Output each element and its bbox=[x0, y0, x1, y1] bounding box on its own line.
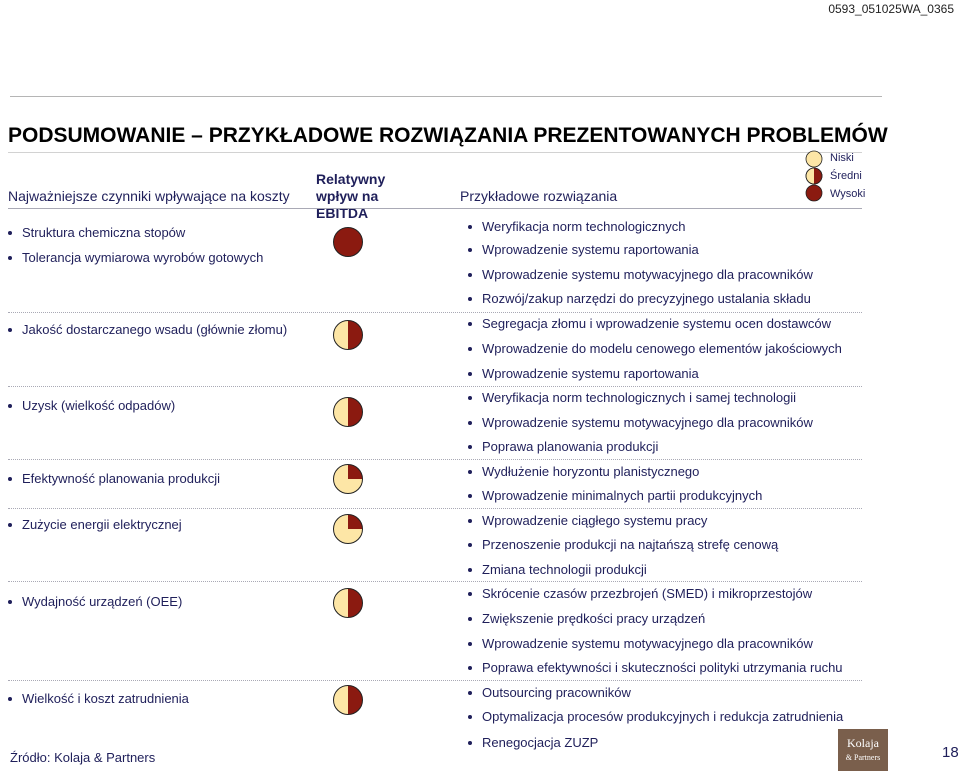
factor-label: Wydajność urządzeń (OEE) bbox=[22, 594, 183, 609]
bullet-icon bbox=[468, 297, 472, 301]
solution-label: Segregacja złomu i wprowadzenie systemu ocen dostawców bbox=[482, 316, 832, 331]
bullet-icon bbox=[8, 600, 12, 604]
factor-label: Uzysk (wielkość odpadów) bbox=[22, 398, 176, 413]
factor-label: Zużycie energii elektrycznej bbox=[22, 517, 182, 532]
solution-label: Wprowadzenie systemu motywacyjnego dla pracowników bbox=[482, 267, 813, 282]
title-divider bbox=[8, 152, 862, 153]
company-logo bbox=[838, 729, 888, 771]
header-divider bbox=[8, 208, 862, 209]
solution-item bbox=[468, 513, 707, 528]
solution-label: Wydłużenie horyzontu planistycznego bbox=[482, 464, 700, 479]
solution-item bbox=[468, 390, 796, 405]
row-divider bbox=[8, 680, 862, 681]
solution-item bbox=[468, 709, 843, 724]
factor-item bbox=[8, 322, 287, 337]
impact-pie-wedge bbox=[348, 398, 362, 427]
solution-item bbox=[468, 415, 813, 430]
factor-item bbox=[8, 225, 185, 240]
solution-item bbox=[468, 537, 778, 552]
page-title: PODSUMOWANIE – PRZYKŁADOWE ROZWIĄZANIA PREZENTOWANYCH PROBLEMÓW bbox=[8, 124, 888, 147]
solution-label: Przenoszenie produkcji na najtańszą strefę cenową bbox=[482, 537, 779, 552]
bullet-icon bbox=[468, 248, 472, 252]
impact-pie-icon bbox=[332, 396, 364, 428]
solution-item bbox=[468, 685, 631, 700]
solution-item bbox=[468, 586, 812, 601]
solution-label: Zwiększenie prędkości pracy urządzeń bbox=[482, 611, 706, 626]
impact-pie-wedge bbox=[348, 686, 362, 715]
row-divider bbox=[8, 459, 862, 460]
solution-item bbox=[468, 562, 647, 577]
impact-pie-icon bbox=[332, 463, 364, 495]
source-note: Źródło: Kolaja & Partners bbox=[10, 750, 156, 765]
bullet-icon bbox=[468, 543, 472, 547]
bullet-icon bbox=[468, 617, 472, 621]
bullet-icon bbox=[468, 396, 472, 400]
impact-column-header: Relatywny wpływ na EBITDA bbox=[316, 171, 386, 221]
solutions-column-header: Przykładowe rozwiązania bbox=[460, 188, 618, 204]
bullet-icon bbox=[468, 666, 472, 670]
bullet-icon bbox=[8, 328, 12, 332]
bullet-icon bbox=[468, 741, 472, 745]
solution-label: Wprowadzenie systemu raportowania bbox=[482, 242, 699, 257]
factor-item bbox=[8, 594, 182, 609]
factor-item bbox=[8, 250, 263, 265]
solution-label: Renegocjacja ZUZP bbox=[482, 735, 599, 750]
bullet-icon bbox=[468, 642, 472, 646]
solution-label: Skrócenie czasów przezbrojeń (SMED) i mikroprzestojów bbox=[482, 586, 813, 601]
solution-label: Poprawa planowania produkcji bbox=[482, 439, 659, 454]
impact-pie-wedge bbox=[348, 321, 362, 350]
logo-line2: & Partners bbox=[845, 753, 881, 762]
solution-label: Wprowadzenie systemu motywacyjnego dla pracowników bbox=[482, 636, 813, 651]
impact-pie-icon bbox=[332, 587, 364, 619]
factor-item bbox=[8, 398, 175, 413]
solution-label: Zmiana technologii produkcji bbox=[482, 562, 647, 577]
row-divider bbox=[8, 386, 862, 387]
bullet-icon bbox=[468, 494, 472, 498]
row-divider bbox=[8, 312, 862, 313]
bullet-icon bbox=[468, 372, 472, 376]
bullet-icon bbox=[8, 477, 12, 481]
factor-item bbox=[8, 517, 182, 532]
factor-label: Tolerancja wymiarowa wyrobów gotowych bbox=[22, 250, 264, 265]
factor-label: Efektywność planowania produkcji bbox=[22, 471, 220, 486]
solution-item bbox=[468, 316, 831, 331]
bullet-icon bbox=[468, 225, 472, 229]
factor-item bbox=[8, 471, 220, 486]
solution-item bbox=[468, 439, 658, 454]
factor-label: Jakość dostarczanego wsadu (głównie złomu) bbox=[22, 322, 288, 337]
impact-pie-icon bbox=[332, 226, 364, 258]
solution-item bbox=[468, 366, 699, 381]
legend-low-label: Niski bbox=[830, 152, 854, 164]
solution-label: Poprawa efektywności i skuteczności polityki utrzymania ruchu bbox=[482, 660, 843, 675]
bullet-icon bbox=[468, 273, 472, 277]
solution-label: Rozwój/zakup narzędzi do precyzyjnego ustalania składu bbox=[482, 291, 811, 306]
bullet-icon bbox=[468, 568, 472, 572]
impact-pie-icon bbox=[332, 513, 364, 545]
bullet-icon bbox=[8, 404, 12, 408]
solution-item bbox=[468, 341, 842, 356]
solution-item bbox=[468, 242, 699, 257]
solution-label: Optymalizacja procesów produkcyjnych i redukcja zatrudnienia bbox=[482, 709, 844, 724]
row-divider bbox=[8, 508, 862, 509]
factors-column-header: Najważniejsze czynniki wpływające na koszty bbox=[8, 188, 290, 204]
factor-item bbox=[8, 691, 189, 706]
factor-label: Wielkość i koszt zatrudnienia bbox=[22, 691, 189, 706]
top-divider bbox=[10, 96, 882, 97]
solution-label: Wprowadzenie ciągłego systemu pracy bbox=[482, 513, 708, 528]
bullet-icon bbox=[8, 231, 12, 235]
solution-label: Weryfikacja norm technologicznych i samej technologii bbox=[482, 390, 797, 405]
legend-medium-icon bbox=[805, 167, 823, 185]
bullet-icon bbox=[468, 470, 472, 474]
solution-item bbox=[468, 636, 813, 651]
legend-high-label: Wysoki bbox=[830, 188, 866, 200]
legend-low-icon bbox=[805, 150, 823, 168]
bullet-icon bbox=[468, 519, 472, 523]
row-divider bbox=[8, 581, 862, 582]
bullet-icon bbox=[468, 347, 472, 351]
bullet-icon bbox=[8, 697, 12, 701]
bullet-icon bbox=[468, 421, 472, 425]
page-number: 18 bbox=[942, 744, 959, 761]
solution-item bbox=[468, 267, 813, 282]
solution-label: Wprowadzenie systemu raportowania bbox=[482, 366, 699, 381]
document-id: 0593_051025WA_0365 bbox=[828, 2, 954, 16]
bullet-icon bbox=[468, 715, 472, 719]
solution-item bbox=[468, 291, 811, 306]
solution-label: Wprowadzenie do modelu cenowego elementów jakościowych bbox=[482, 341, 842, 356]
solution-label: Wprowadzenie systemu motywacyjnego dla pracowników bbox=[482, 415, 813, 430]
impact-pie-icon bbox=[332, 319, 364, 351]
legend-medium-label: Średni bbox=[830, 170, 862, 182]
solution-label: Weryfikacja norm technologicznych bbox=[482, 219, 686, 234]
solution-item bbox=[468, 464, 699, 479]
logo-line1: Kolaja bbox=[847, 736, 879, 750]
bullet-icon bbox=[468, 592, 472, 596]
bullet-icon bbox=[8, 523, 12, 527]
impact-pie-icon bbox=[332, 684, 364, 716]
solution-label: Wprowadzenie minimalnych partii produkcyjnych bbox=[482, 488, 763, 503]
bullet-icon bbox=[8, 256, 12, 260]
legend-high-icon bbox=[805, 184, 823, 202]
solution-item bbox=[468, 219, 686, 234]
bullet-icon bbox=[468, 445, 472, 449]
bullet-icon bbox=[468, 691, 472, 695]
impact-pie-wedge bbox=[348, 589, 362, 618]
solution-item bbox=[468, 660, 843, 675]
factor-label: Struktura chemiczna stopów bbox=[22, 225, 186, 240]
solution-item bbox=[468, 611, 705, 626]
solution-label: Outsourcing pracowników bbox=[482, 685, 631, 700]
solution-item bbox=[468, 488, 762, 503]
bullet-icon bbox=[468, 322, 472, 326]
solution-item bbox=[468, 735, 598, 750]
